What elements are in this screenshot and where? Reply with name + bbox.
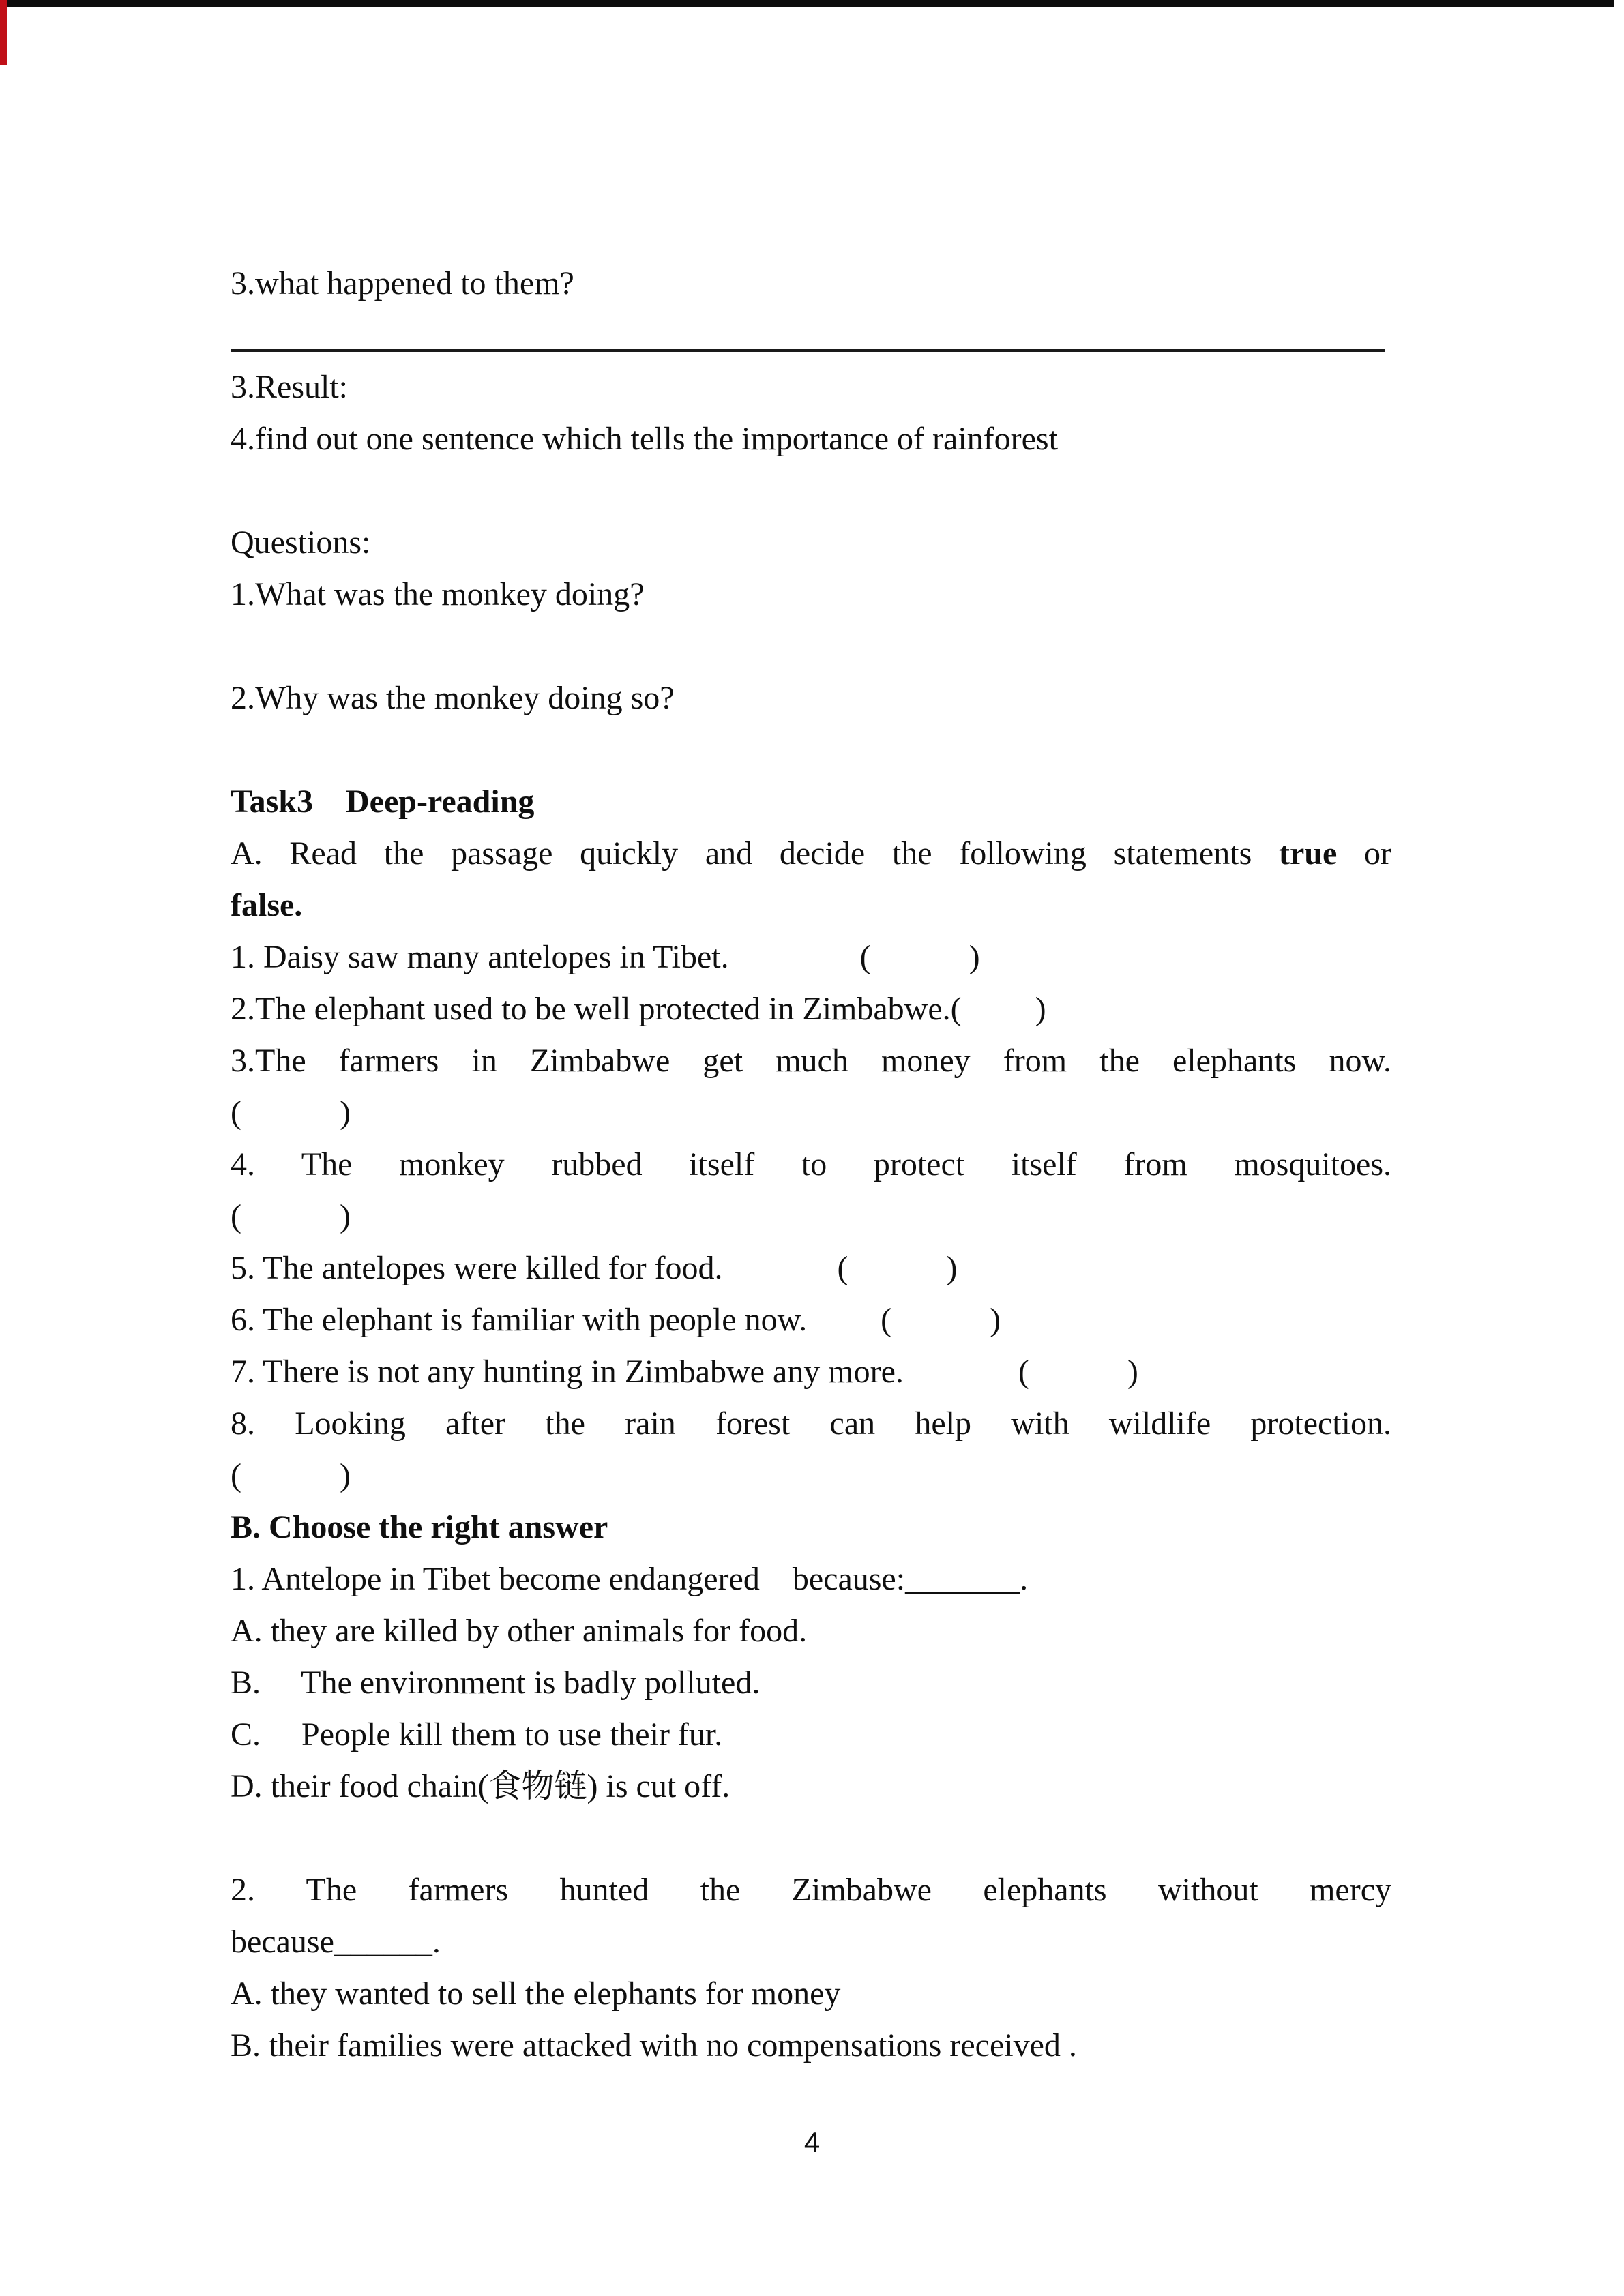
choice-q1-option-b: B. The environment is badly polluted.	[231, 1665, 761, 1701]
intro-false-word: false.	[231, 887, 303, 923]
intro-true-word: true	[1278, 835, 1338, 871]
question-what-happened: 3.what happened to them?	[231, 265, 574, 301]
choice-q2-option-b: B. their families were attacked with no compensations received .	[231, 2027, 1077, 2063]
page-number: 4	[803, 2126, 821, 2158]
tf-statement-2: 2.The elephant used to be well protected in Zimbabwe.( )	[231, 991, 1046, 1027]
tf-statement-7: 7. There is not any hunting in Zimbabwe any more. ( )	[231, 1354, 1138, 1390]
tf-statement-1: 1. Daisy saw many antelopes in Tibet. ( )	[231, 939, 980, 975]
tf-statement-5: 5. The antelopes were killed for food. ( )	[231, 1250, 958, 1286]
tf-statement-8-parens: ( )	[231, 1457, 351, 1493]
task3-heading: Task3 Deep-reading	[231, 784, 535, 820]
choice-question-2-line1: 2. The farmers hunted the Zimbabwe elephants without mercy	[231, 1872, 1391, 1908]
question-1-monkey-doing: 1.What was the monkey doing?	[231, 576, 645, 612]
tf-statement-3-parens: ( )	[231, 1094, 351, 1131]
questions-label: Questions:	[231, 524, 371, 561]
choice-q1-option-c: C. People kill them to use their fur.	[231, 1716, 723, 1753]
spacer	[231, 724, 1391, 776]
choice-q1-option-a: A. they are killed by other animals for food.	[231, 1613, 808, 1649]
spacer	[231, 621, 1391, 672]
intro-or-word: or	[1337, 835, 1391, 871]
choice-q2-option-a: A. they wanted to sell the elephants for money	[231, 1976, 841, 2012]
page-content	[231, 258, 1391, 2072]
tf-statement-4-parens: ( )	[231, 1198, 351, 1234]
choice-q1-option-d: D. their food chain(食物链) is cut off.	[231, 1768, 730, 1804]
choice-question-2-line2: because______.	[231, 1924, 441, 1960]
result-label: 3.Result:	[231, 369, 349, 405]
section-b-heading: B. Choose the right answer	[231, 1509, 608, 1545]
red-edge-mark	[0, 0, 7, 65]
find-sentence-task: 4.find out one sentence which tells the importance of rainforest	[231, 421, 1058, 457]
answer-blank-row	[231, 310, 1391, 361]
task3-section-a-intro	[231, 828, 1391, 880]
spacer	[231, 465, 1391, 517]
question-2-monkey-why: 2.Why was the monkey doing so?	[231, 680, 675, 716]
choice-question-1: 1. Antelope in Tibet become endangered because:_______.	[231, 1561, 1029, 1597]
spacer	[231, 1813, 1391, 1864]
tf-statement-3: 3.The farmers in Zimbabwe get much money from the elephants now.	[231, 1043, 1391, 1079]
tf-statement-4: 4. The monkey rubbed itself to protect itself from mosquitoes.	[231, 1146, 1391, 1182]
tf-statement-6: 6. The elephant is familiar with people now. ( )	[231, 1302, 1001, 1338]
page-top-border	[0, 0, 1614, 7]
intro-text: A. Read the passage quickly and decide the following statements	[231, 835, 1279, 871]
tf-statement-8: 8. Looking after the rain forest can help with wildlife protection.	[231, 1405, 1391, 1442]
horizontal-rule	[231, 349, 1385, 352]
